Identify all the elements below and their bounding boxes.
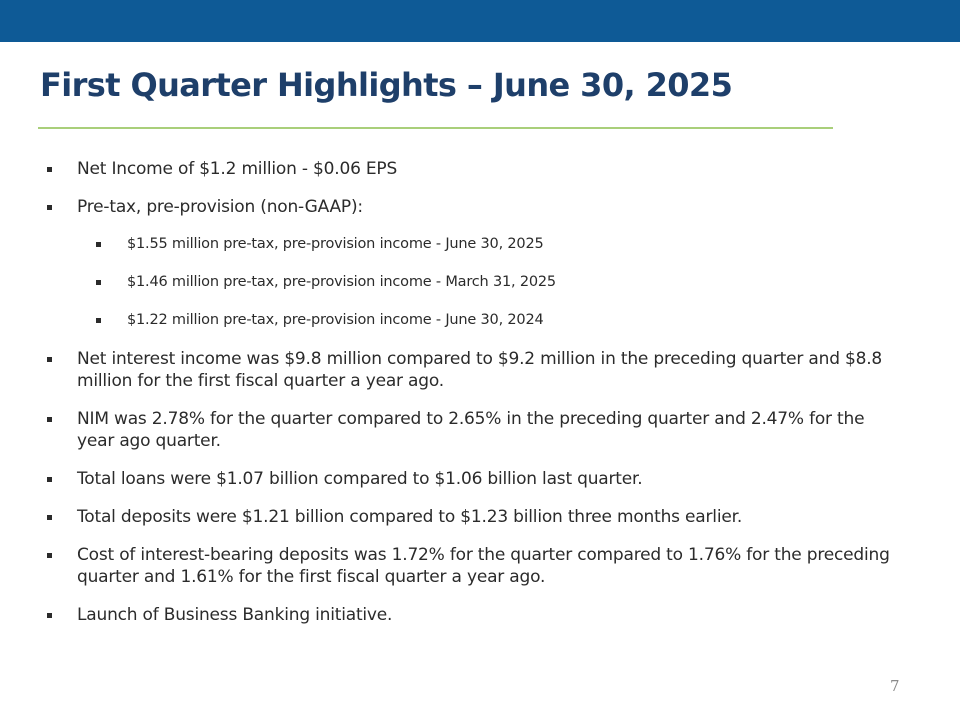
bullet-business-banking: Launch of Business Banking initiative. [45, 604, 905, 626]
bullet-net-interest-income: Net interest income was $9.8 million compared to $9.2 million in the preceding quarter and $8.8 million for the first fiscal quarter a year ago. [45, 348, 905, 392]
page-number: 7 [890, 677, 900, 695]
highlights-list [45, 158, 905, 642]
bullet-total-loans: Total loans were $1.07 billion compared to $1.06 billion last quarter. [45, 468, 905, 490]
sub-bullet-june-2024: $1.22 million pre-tax, pre-provision income - June 30, 2024 [45, 310, 905, 330]
sub-bullet-march-2025: $1.46 million pre-tax, pre-provision income - March 31, 2025 [45, 272, 905, 292]
sub-bullet-june-2025: $1.55 million pre-tax, pre-provision income - June 30, 2025 [45, 234, 905, 254]
bullet-cost-of-deposits: Cost of interest-bearing deposits was 1.72% for the quarter compared to 1.76% for the preceding quarter and 1.61% for the first fiscal quarter a year ago. [45, 544, 905, 588]
bullet-net-income: Net Income of $1.2 million - $0.06 EPS [45, 158, 905, 180]
top-banner [0, 0, 960, 42]
bullet-total-deposits: Total deposits were $1.21 billion compared to $1.23 billion three months earlier. [45, 506, 905, 528]
title-divider [38, 127, 833, 129]
bullet-pre-tax-pre-provision: Pre-tax, pre-provision (non-GAAP): [45, 196, 905, 218]
bullet-nim: NIM was 2.78% for the quarter compared to 2.65% in the preceding quarter and 2.47% for the year ago quarter. [45, 408, 905, 452]
slide-title: First Quarter Highlights – June 30, 2025 [40, 66, 733, 104]
